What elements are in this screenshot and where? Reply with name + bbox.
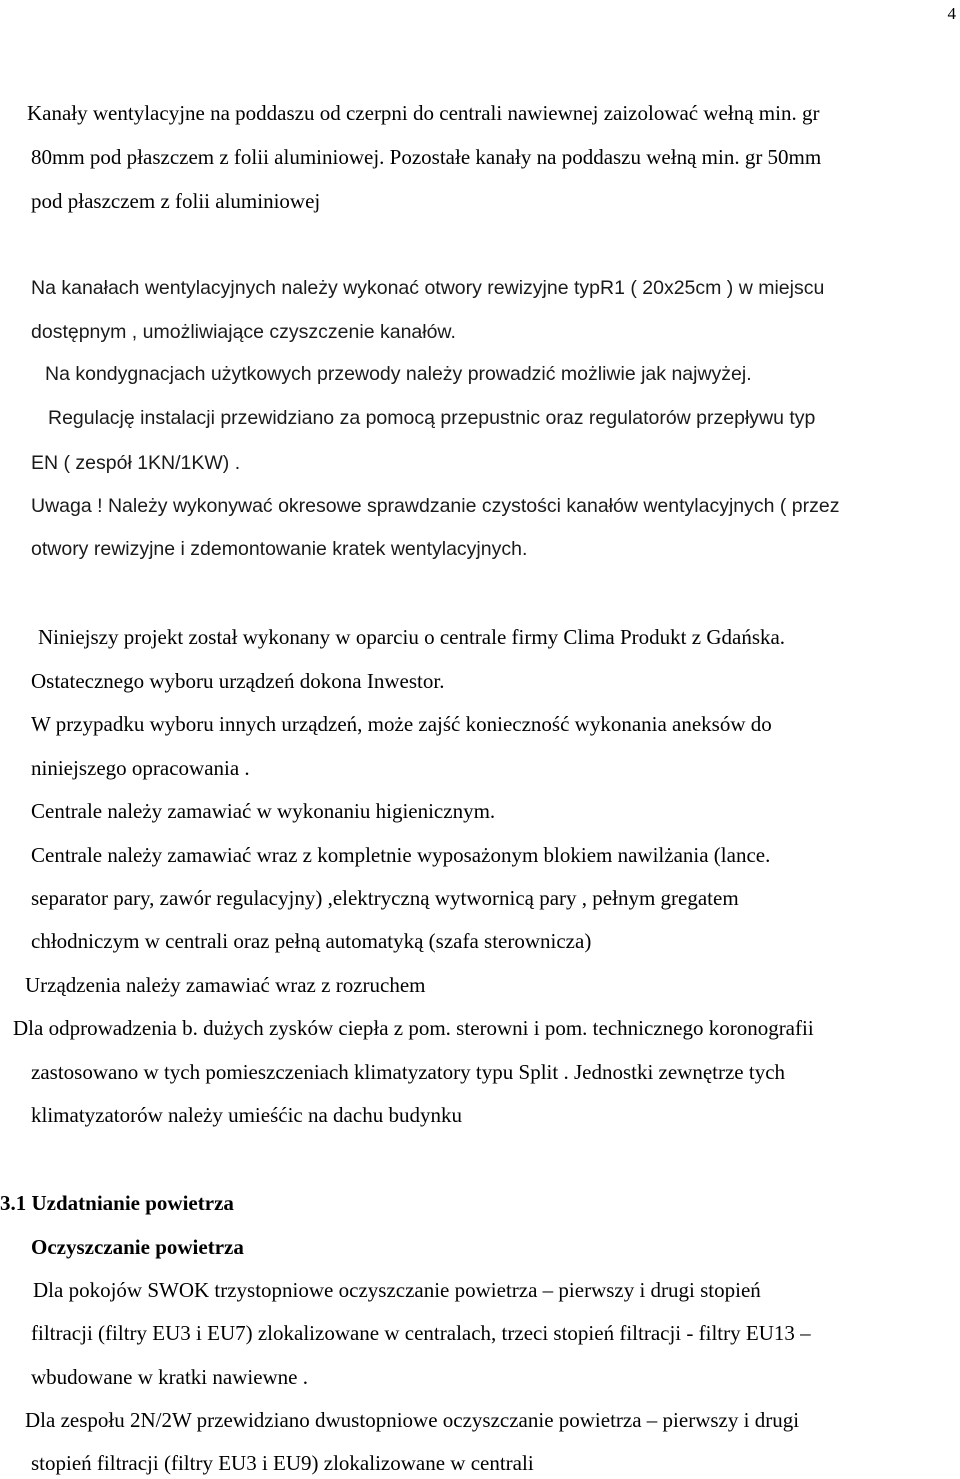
text-line-3: pod płaszczem z folii aluminiowej: [31, 189, 321, 213]
text-line-11: Niniejszy projekt został wykonany w oparciu o centrale firmy Clima Produkt z Gdańska.: [38, 625, 786, 649]
text-line-10: otwory rewizyjne i zdemontowanie kratek wentylacyjnych.: [31, 538, 528, 560]
text-line-2: 80mm pod płaszczem z folii aluminiowej. Pozostałe kanały na poddaszu wełną min. gr 50mm: [31, 145, 822, 169]
text-line-19: Urządzenia należy zamawiać wraz z rozruchem: [25, 973, 426, 997]
text-line-9: Uwaga ! Należy wykonywać okresowe sprawdzanie czystości kanałów wentylacyjnych ( przez: [31, 495, 840, 517]
text-line-18: chłodniczym w centrali oraz pełną automatyką (szafa sterownicza): [31, 929, 592, 953]
text-line-5: dostępnym , umożliwiające czyszczenie kanałów.: [31, 321, 456, 343]
text-line-27: wbudowane w kratki nawiewne .: [31, 1365, 308, 1389]
text-line-1: Kanały wentylacyjne na poddaszu od czerpni do centrali nawiewnej zaizolować wełną min. gr: [27, 101, 820, 125]
text-line-6: Na kondygnacjach użytkowych przewody należy prowadzić możliwie jak najwyżej.: [45, 363, 752, 385]
text-line-14: niniejszego opracowania .: [31, 756, 250, 780]
text-line-25: Dla pokojów SWOK trzystopniowe oczyszczanie powietrza – pierwszy i drugi stopień: [33, 1278, 761, 1302]
text-line-4: Na kanałach wentylacyjnych należy wykonać otwory rewizyjne typR1 ( 20x25cm ) w miejscu: [31, 277, 825, 299]
text-line-8: EN ( zespół 1KN/1KW) .: [31, 452, 241, 474]
text-line-12: Ostatecznego wyboru urządzeń dokona Inwestor.: [31, 669, 445, 693]
text-line-28: Dla zespołu 2N/2W przewidziano dwustopniowe oczyszczanie powietrza – pierwszy i drugi: [25, 1408, 800, 1432]
text-line-7: Regulację instalacji przewidziano za pomocą przepustnic oraz regulatorów przepływu typ: [48, 407, 816, 429]
text-line-16: Centrale należy zamawiać wraz z kompletnie wyposażonym blokiem nawilżania (lance.: [31, 843, 771, 867]
page-number: 4: [947, 4, 956, 23]
text-line-29: stopień filtracji (filtry EU3 i EU9) zlokalizowane w centrali: [31, 1451, 534, 1475]
text-line-22: klimatyzatorów należy umieśćic na dachu budynku: [31, 1103, 462, 1127]
text-line-21: zastosowano w tych pomieszczeniach klimatyzatory typu Split . Jednostki zewnętrze tych: [31, 1060, 786, 1084]
text-line-13: W przypadku wyboru innych urządzeń, może zajść konieczność wykonania aneksów do: [31, 712, 772, 736]
subsection-heading: Oczyszczanie powietrza: [31, 1235, 244, 1259]
text-line-26: filtracji (filtry EU3 i EU7) zlokalizowane w centralach, trzeci stopień filtracji - filtry EU13 –: [31, 1321, 811, 1345]
text-line-20: Dla odprowadzenia b. dużych zysków ciepła z pom. sterowni i pom. technicznego koronografii: [13, 1016, 814, 1040]
section-heading: 3.1 Uzdatnianie powietrza: [0, 1191, 234, 1215]
text-line-15: Centrale należy zamawiać w wykonaniu higienicznym.: [31, 799, 496, 823]
text-line-17: separator pary, zawór regulacyjny) ,elektryczną wytwornicą pary , pełnym gregatem: [31, 886, 739, 910]
